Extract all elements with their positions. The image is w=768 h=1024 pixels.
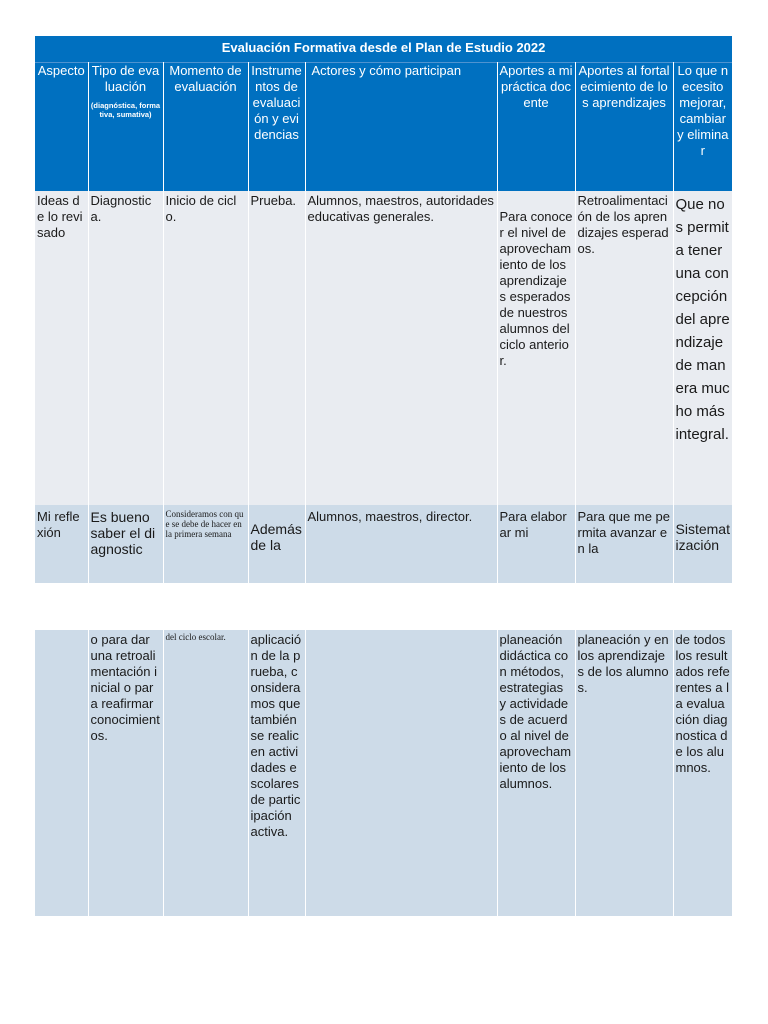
cell-aspecto: Ideas de lo revisado — [35, 191, 88, 505]
header-tipo-label: Tipo de evaluación — [91, 63, 160, 94]
cell-momento: Inicio de ciclo. — [163, 191, 248, 505]
header-instrumentos: Instrumentos de evaluación y evidencias — [248, 63, 305, 192]
header-aspecto: Aspecto — [35, 63, 88, 192]
table-row — [35, 630, 732, 916]
cell-mejorar: Sistematización — [673, 505, 732, 583]
cell-tipo: Diagnostica. — [88, 191, 163, 505]
cell-actores: Alumnos, maestros, director. — [305, 505, 497, 583]
evaluation-table-continued — [35, 630, 732, 916]
header-actores: Actores y cómo participan — [305, 63, 497, 192]
cell-aportes-practica: Para conocer el nivel de aprovechamiento de los aprendizajes esperados de nuestros alumnos del ciclo anterior. — [497, 191, 575, 505]
header-tipo — [88, 63, 163, 192]
cell-actores — [305, 630, 497, 916]
cell-aportes-practica: Para elaborar mi — [497, 505, 575, 583]
table-title: Evaluación Formativa desde el Plan de Estudio 2022 — [35, 36, 732, 63]
cell-aportes-aprendizajes: Para que me permita avanzar en la — [575, 505, 673, 583]
cell-instrumentos: Además de la — [248, 505, 305, 583]
header-tipo-note: (diagnóstica, formativa, sumativa) — [90, 101, 161, 119]
cell-momento: del ciclo escolar. — [163, 630, 248, 916]
cell-tipo: o para dar una retroalimentación inicial o para reafirmar conocimientos. — [88, 630, 163, 916]
cell-momento: Consideramos con que se debe de hacer en la primera semana — [163, 505, 248, 583]
header-momento: Momento de evaluación — [163, 63, 248, 192]
header-row — [35, 63, 732, 192]
cell-actores: Alumnos, maestros, autoridades educativas generales. — [305, 191, 497, 505]
table-row — [35, 505, 732, 583]
cell-instrumentos: aplicación de la prueba, consideramos que también se realicen actividades escolares de participación activa. — [248, 630, 305, 916]
cell-mejorar: de todos los resultados referentes a la evaluación diagnostica de los alumnos. — [673, 630, 732, 916]
table-row — [35, 191, 732, 505]
cell-instrumentos: Prueba. — [248, 191, 305, 505]
header-aportes-practica: Aportes a mi práctica docente — [497, 63, 575, 192]
cell-tipo: Es bueno saber el diagnostic — [88, 505, 163, 583]
cell-aportes-aprendizajes: planeación y en los aprendizajes de los alumnos. — [575, 630, 673, 916]
cell-aspecto — [35, 630, 88, 916]
header-mejorar: Lo que necesito mejorar, cambiar y eliminar — [673, 63, 732, 192]
cell-aspecto: Mi reflexión — [35, 505, 88, 583]
cell-aportes-practica: planeación didáctica con métodos, estrategias y actividades de acuerdo al nivel de aprovechamiento de los alumnos. — [497, 630, 575, 916]
cell-mejorar: Que nos permita tener una concepción del aprendizaje de manera mucho más integral. — [673, 191, 732, 505]
evaluation-table-top — [35, 36, 732, 583]
header-aportes-aprendizajes: Aportes al fortalecimiento de los aprendizajes — [575, 63, 673, 192]
cell-aportes-aprendizajes: Retroalimentación de los aprendizajes esperados. — [575, 191, 673, 505]
